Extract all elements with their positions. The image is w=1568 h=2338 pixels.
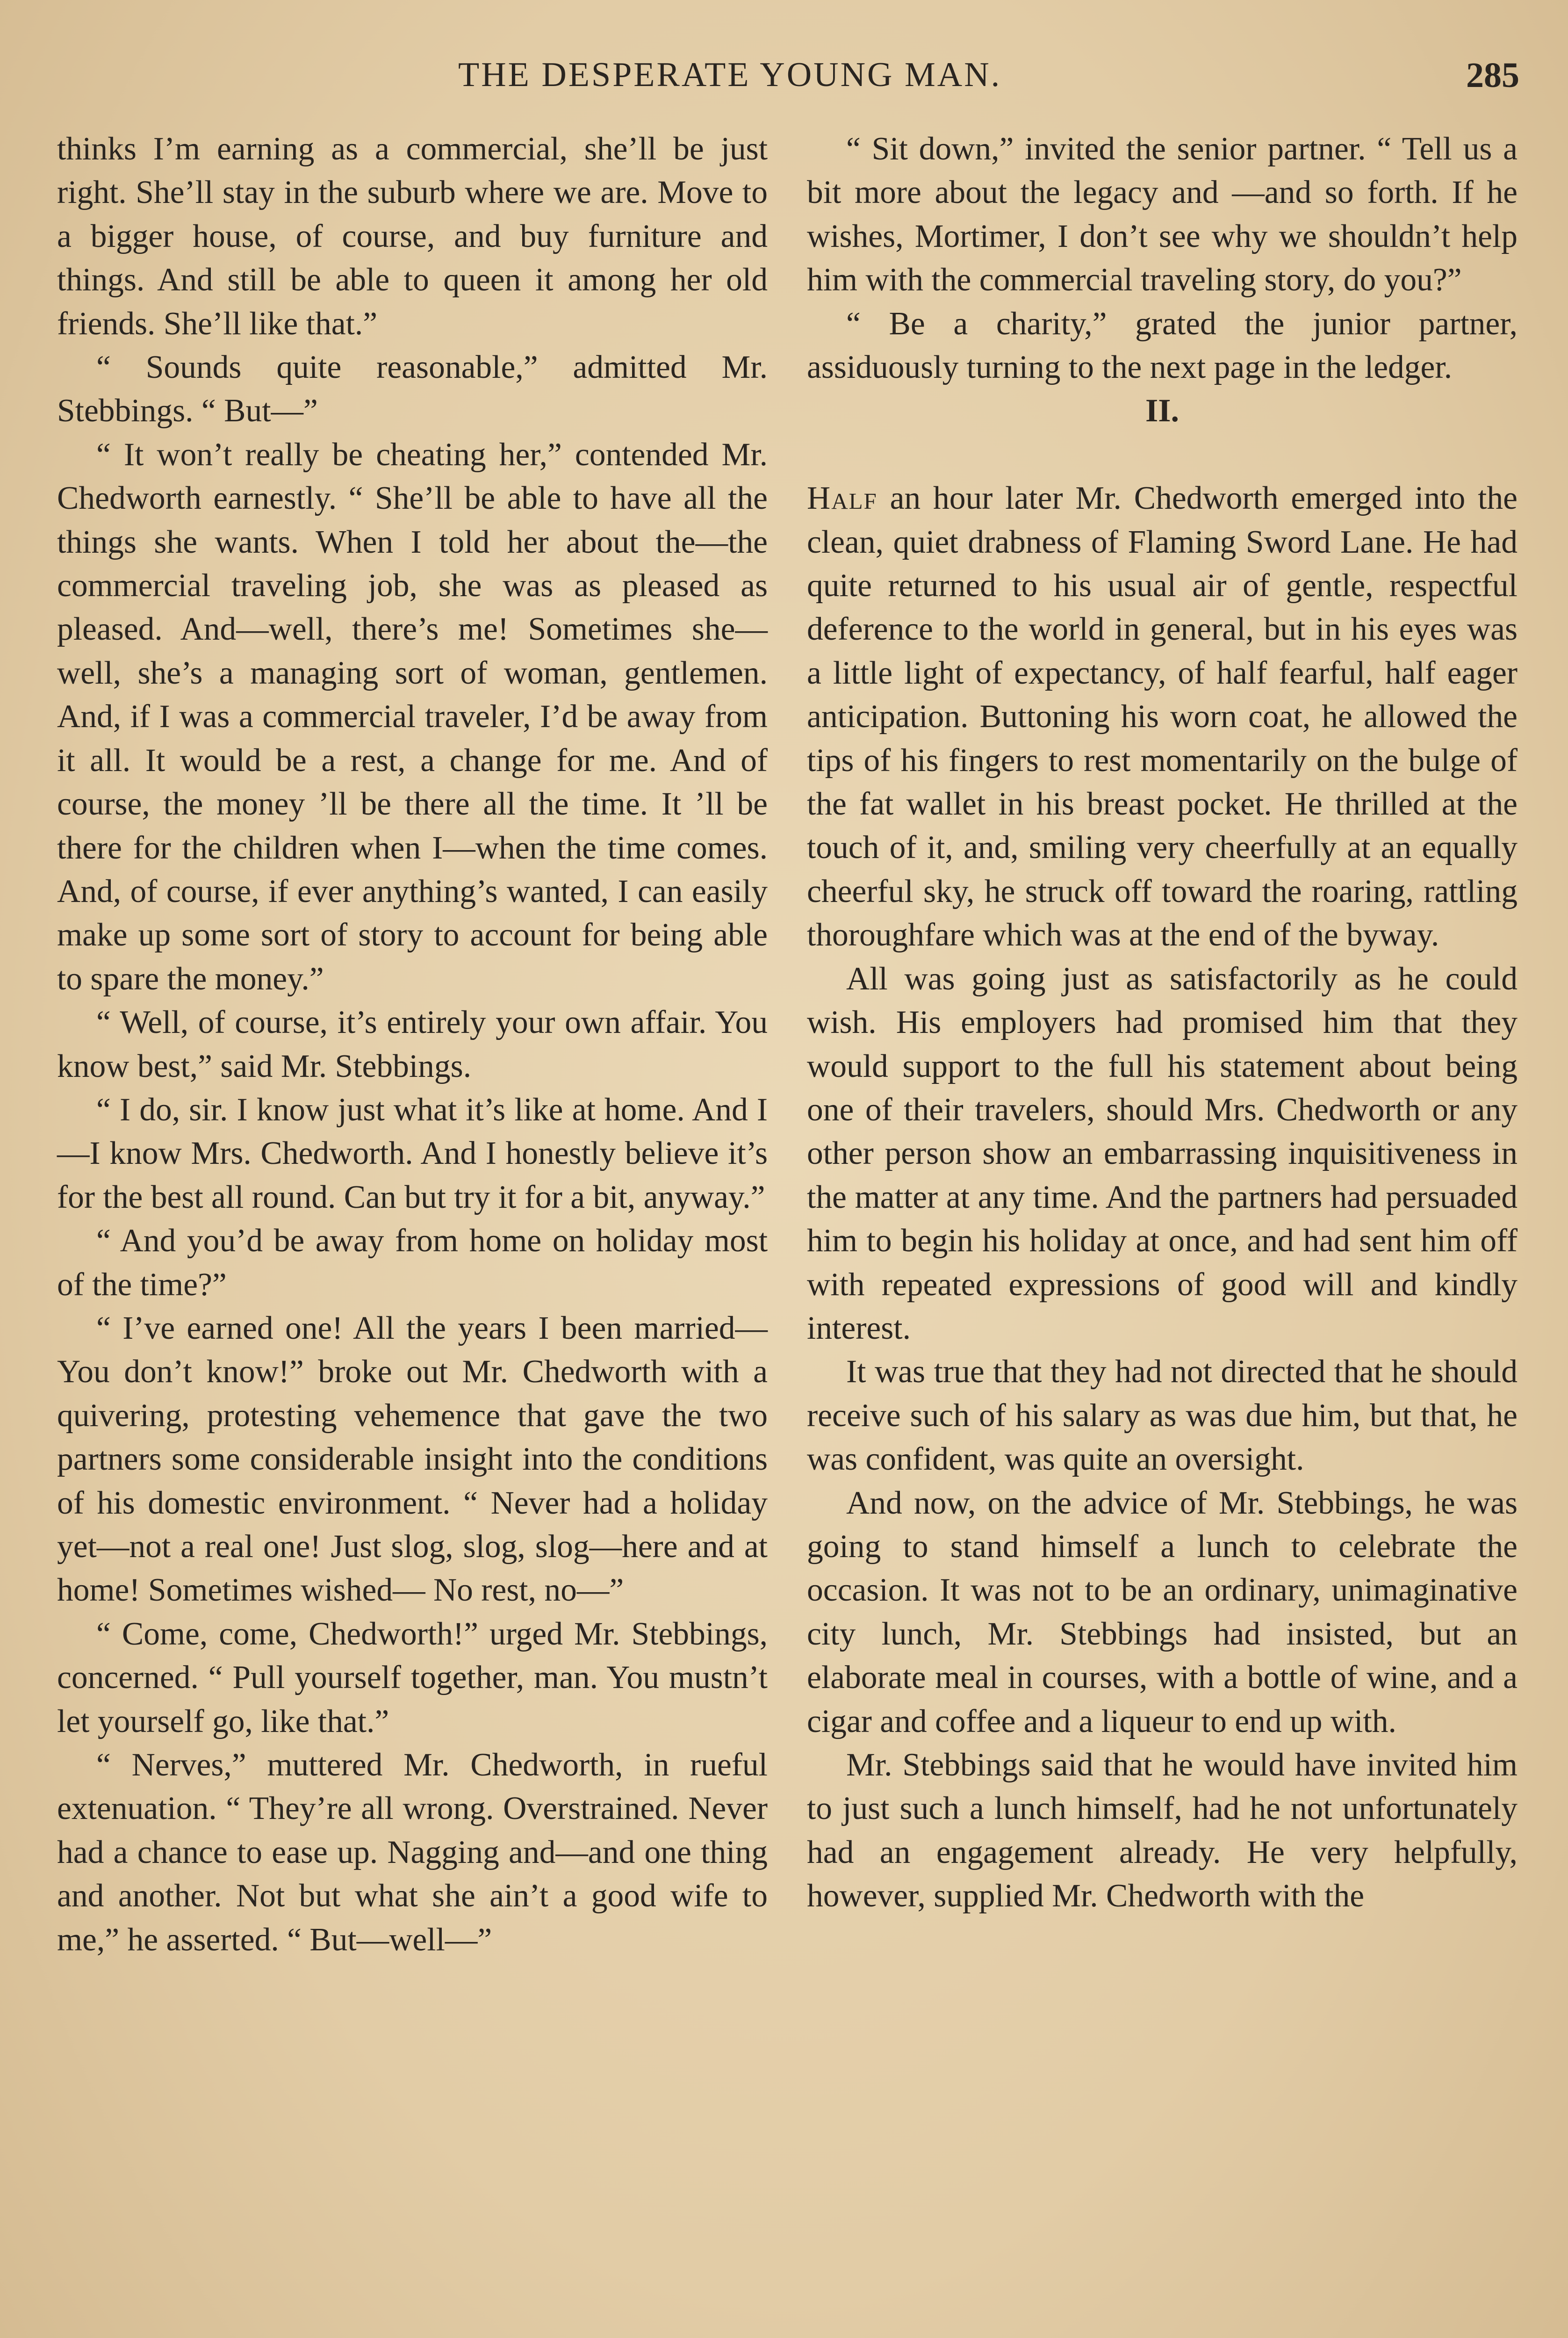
paragraph: All was going just as satisfactorily as he could wish. His employers had promised him that they would support to the full his statement about being one of their travelers, should Mrs. Chedworth or any other person show an embarrassing inquisitiveness in the matter at any time. And the partners had persuaded him to begin his holiday at once, and had sent him off with repeated expressions of good will and kindly interest. <box>807 960 1518 1346</box>
section-first-paragraph <box>807 476 1518 957</box>
dropcap-word: Half <box>807 480 878 517</box>
paragraph: And now, on the advice of Mr. Stebbings, he was going to stand himself a lunch to celebrate the occasion. It was not to be an ordinary, unimaginative city lunch, Mr. Stebbings had insisted, but an elaborate meal in courses, with a bottle of wine, and a cigar and coffee and a liqueur to end up with. <box>807 1485 1518 1739</box>
paragraph: “ I do, sir. I know just what it’s like at home. And I—I know Mrs. Chedworth. And I honestly believe it’s for the best all round. Can but try it for a bit, anyway.” <box>57 1091 768 1215</box>
right-column <box>807 127 1518 2338</box>
paragraph: “ Nerves,” muttered Mr. Chedworth, in rueful extenuation. “ They’re all wrong. Overstrained. Never had a chance to ease up. Nagging and—and one thing and another. Not but what she ain’t a good wife to me,” he asserted. “ But—well—” <box>57 1747 768 1958</box>
paragraph: “ It won’t really be cheating her,” contended Mr. Chedworth earnestly. “ She’ll be able to have all the things she wants. When I told her about the—the commercial traveling job, she was as pleased as pleased. And—well, there’s me! Sometimes she—well, she’s a managing sort of woman, gentlemen. And, if I was a commercial traveler, I’d be away from it all. It would be a rest, a change for me. And of course, the money ’ll be there all the time. It ’ll be there for the children when I—when the time comes. And, of course, if ever anything’s wanted, I can easily make up some sort of story to account for being able to spare the money.” <box>57 436 768 997</box>
page-header <box>56 55 1519 107</box>
paragraph: “ I’ve earned one! All the years I been married— You don’t know!” broke out Mr. Chedworth with a quivering, protesting vehemence that gave the two partners some considerable insight into the conditions of his domestic environment. “ Never had a holiday yet—not a real one! Just slog, slog, slog—here and at home! Sometimes wished— No rest, no—” <box>57 1310 768 1609</box>
page-number: 285 <box>1466 56 1519 95</box>
paragraph: “ Sounds quite reasonable,” admitted Mr. Stebbings. “ But—” <box>57 349 768 429</box>
paragraph: thinks I’m earning as a commercial, she’ll be just right. She’ll stay in the suburb where we are. Move to a bigger house, of course, and buy furniture and things. And still be able to queen it among her old friends. She’ll like that.” <box>57 131 768 342</box>
paragraph: “ Come, come, Chedworth!” urged Mr. Stebbings, concerned. “ Pull yourself together, man. You mustn’t let yourself go, like that.” <box>57 1616 768 1739</box>
paragraph: “ Sit down,” invited the senior partner. “ Tell us a bit more about the legacy and —and so forth. If he wishes, Mortimer, I don’t see why we shouldn’t help him with the commercial traveling story, do you?” <box>807 131 1518 298</box>
left-column <box>57 127 768 2338</box>
running-title: THE DESPERATE YOUNG MAN. <box>458 56 1002 94</box>
paragraph: “ Be a charity,” grated the junior partner, assiduously turning to the next page in the ledger. <box>807 305 1518 386</box>
paragraph: “ Well, of course, it’s entirely your own affair. You know best,” said Mr. Stebbings. <box>57 1004 768 1084</box>
section-heading: II. <box>1145 393 1179 429</box>
paragraph: Mr. Stebbings said that he would have invited him to just such a lunch himself, had he not unfortunately had an engagement already. He very helpfully, however, supplied Mr. Chedworth with the <box>807 1747 1518 1914</box>
paragraph: “ And you’d be away from home on holiday most of the time?” <box>57 1223 768 1303</box>
paragraph: It was true that they had not directed that he should receive such of his salary as was due him, but that, he was confident, was quite an oversight. <box>807 1354 1518 1478</box>
paragraph-text: an hour later Mr. Chedworth emerged into the clean, quiet drabness of Flaming Sword Lane. He had quite returned to his usual air of gentle, respectful deference to the world in general, but in his eyes was a little light of expectancy, of half fearful, half eager anticipation. Buttoning his worn coat, he allowed the tips of his fingers to rest momentarily on the bulge of the fat wallet in his breast pocket. He thrilled at the touch of it, and, smiling very cheerfully at an equally cheerful sky, he struck off toward the roaring, rattling thoroughfare which was at the end of the byway. <box>807 480 1518 953</box>
